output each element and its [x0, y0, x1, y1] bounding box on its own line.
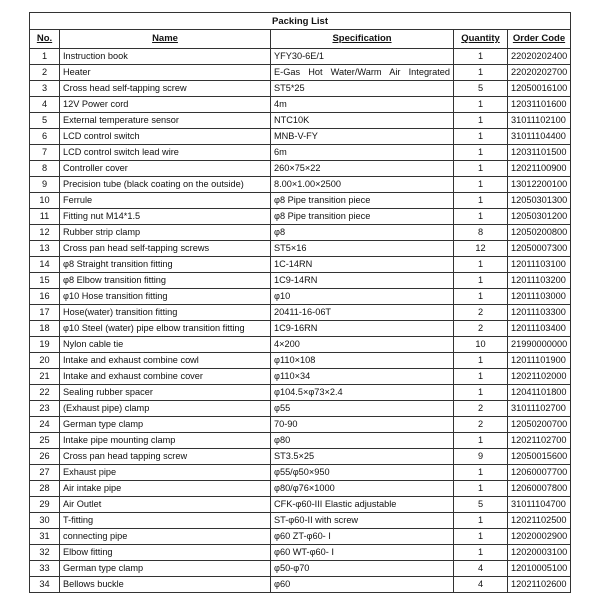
row-number: 19: [30, 337, 60, 353]
item-specification: φ60 WT-φ60- Ⅰ: [271, 545, 454, 561]
row-number: 2: [30, 65, 60, 81]
table-row: [30, 577, 571, 593]
item-name: φ8 Straight transition fitting: [60, 257, 271, 273]
item-name: Heater: [60, 65, 271, 81]
table-row: [30, 433, 571, 449]
item-specification: φ104.5×φ73×2.4: [271, 385, 454, 401]
table-row: [30, 193, 571, 209]
item-order-code: 12021102500: [508, 513, 571, 529]
row-number: 1: [30, 49, 60, 65]
item-order-code: 12011103200: [508, 273, 571, 289]
header-quantity: Quantity: [454, 30, 508, 49]
item-quantity: 1: [454, 465, 508, 481]
item-quantity: 1: [454, 385, 508, 401]
table-body: [30, 49, 571, 593]
header-name: Name: [60, 30, 271, 49]
item-quantity: 1: [454, 513, 508, 529]
table-row: [30, 481, 571, 497]
item-name: German type clamp: [60, 561, 271, 577]
item-quantity: 12: [454, 241, 508, 257]
row-number: 27: [30, 465, 60, 481]
row-number: 17: [30, 305, 60, 321]
item-name: LCD control switch: [60, 129, 271, 145]
item-order-code: 31011102700: [508, 401, 571, 417]
header-order-code: Order Code: [508, 30, 571, 49]
row-number: 10: [30, 193, 60, 209]
item-order-code: 12060007800: [508, 481, 571, 497]
table-row: [30, 241, 571, 257]
row-number: 9: [30, 177, 60, 193]
item-specification: YFY30-6E/1: [271, 49, 454, 65]
row-number: 30: [30, 513, 60, 529]
item-order-code: 12060007700: [508, 465, 571, 481]
item-quantity: 2: [454, 401, 508, 417]
item-order-code: 31011104400: [508, 129, 571, 145]
table-row: [30, 225, 571, 241]
item-order-code: 12011103000: [508, 289, 571, 305]
header-specification: Specification: [271, 30, 454, 49]
row-number: 28: [30, 481, 60, 497]
item-specification: ST5×16: [271, 241, 454, 257]
header-no: No.: [30, 30, 60, 49]
table-title: Packing List: [30, 13, 571, 30]
item-specification: φ10: [271, 289, 454, 305]
table-row: [30, 177, 571, 193]
item-name: Controller cover: [60, 161, 271, 177]
row-number: 22: [30, 385, 60, 401]
item-quantity: 9: [454, 449, 508, 465]
item-name: φ10 Hose transition fitting: [60, 289, 271, 305]
item-order-code: 12020003100: [508, 545, 571, 561]
item-quantity: 1: [454, 369, 508, 385]
table-row: [30, 545, 571, 561]
item-quantity: 4: [454, 577, 508, 593]
table-row: [30, 369, 571, 385]
item-order-code: 31011104700: [508, 497, 571, 513]
item-name: German type clamp: [60, 417, 271, 433]
item-specification: φ50-φ70: [271, 561, 454, 577]
item-quantity: 1: [454, 177, 508, 193]
table-row: [30, 209, 571, 225]
item-quantity: 1: [454, 65, 508, 81]
item-quantity: 1: [454, 49, 508, 65]
table-row: [30, 513, 571, 529]
row-number: 34: [30, 577, 60, 593]
item-name: Nylon cable tie: [60, 337, 271, 353]
item-name: Intake and exhaust combine cowl: [60, 353, 271, 369]
item-order-code: 12050200800: [508, 225, 571, 241]
item-quantity: 1: [454, 433, 508, 449]
item-quantity: 10: [454, 337, 508, 353]
item-order-code: 12011103300: [508, 305, 571, 321]
item-name: Cross pan head tapping screw: [60, 449, 271, 465]
item-quantity: 1: [454, 129, 508, 145]
table-row: [30, 465, 571, 481]
item-specification: φ80/φ76×1000: [271, 481, 454, 497]
item-order-code: 12050301300: [508, 193, 571, 209]
item-quantity: 1: [454, 273, 508, 289]
table-row: [30, 321, 571, 337]
item-name: LCD control switch lead wire: [60, 145, 271, 161]
item-specification: φ8 Pipe transition piece: [271, 209, 454, 225]
item-order-code: 12021102600: [508, 577, 571, 593]
item-quantity: 1: [454, 161, 508, 177]
item-name: Exhaust pipe: [60, 465, 271, 481]
row-number: 12: [30, 225, 60, 241]
packing-list-sheet: [29, 12, 570, 593]
item-specification: 1C9-16RN: [271, 321, 454, 337]
table-row: [30, 289, 571, 305]
item-specification: 260×75×22: [271, 161, 454, 177]
item-order-code: 12031101500: [508, 145, 571, 161]
row-number: 29: [30, 497, 60, 513]
item-name: (Exhaust pipe) clamp: [60, 401, 271, 417]
item-order-code: 12011101900: [508, 353, 571, 369]
item-name: T-fitting: [60, 513, 271, 529]
table-row: [30, 49, 571, 65]
item-specification: ST3.5×25: [271, 449, 454, 465]
item-order-code: 12050016100: [508, 81, 571, 97]
item-order-code: 12021100900: [508, 161, 571, 177]
item-specification: φ60 ZT-φ60- Ⅰ: [271, 529, 454, 545]
row-number: 33: [30, 561, 60, 577]
item-order-code: 12011103400: [508, 321, 571, 337]
item-quantity: 1: [454, 353, 508, 369]
item-name: Elbow fitting: [60, 545, 271, 561]
table-row: [30, 113, 571, 129]
item-order-code: 12021102000: [508, 369, 571, 385]
item-quantity: 1: [454, 529, 508, 545]
item-order-code: 12020002900: [508, 529, 571, 545]
row-number: 5: [30, 113, 60, 129]
row-number: 16: [30, 289, 60, 305]
item-specification: 6m: [271, 145, 454, 161]
item-name: connecting pipe: [60, 529, 271, 545]
item-order-code: 12050200700: [508, 417, 571, 433]
table-row: [30, 257, 571, 273]
item-specification: 8.00×1.00×2500: [271, 177, 454, 193]
item-name: Rubber strip clamp: [60, 225, 271, 241]
item-order-code: 12050015600: [508, 449, 571, 465]
row-number: 15: [30, 273, 60, 289]
item-specification: CFK-φ60-III Elastic adjustable: [271, 497, 454, 513]
item-quantity: 8: [454, 225, 508, 241]
header-row: [30, 30, 571, 49]
item-name: Air Outlet: [60, 497, 271, 513]
table-row: [30, 385, 571, 401]
row-number: 26: [30, 449, 60, 465]
item-specification: E-Gas Hot Water/Warm Air Integrated: [271, 65, 454, 81]
item-quantity: 5: [454, 497, 508, 513]
table-row: [30, 129, 571, 145]
table-row: [30, 529, 571, 545]
item-order-code: 12031101600: [508, 97, 571, 113]
item-name: Ferrule: [60, 193, 271, 209]
item-specification: ST-φ60-II with screw: [271, 513, 454, 529]
row-number: 24: [30, 417, 60, 433]
item-specification: 1C-14RN: [271, 257, 454, 273]
item-order-code: 13012200100: [508, 177, 571, 193]
item-name: Intake pipe mounting clamp: [60, 433, 271, 449]
row-number: 21: [30, 369, 60, 385]
table-row: [30, 97, 571, 113]
item-specification: φ110×108: [271, 353, 454, 369]
item-quantity: 5: [454, 81, 508, 97]
item-specification: φ110×34: [271, 369, 454, 385]
item-quantity: 1: [454, 145, 508, 161]
item-quantity: 1: [454, 97, 508, 113]
row-number: 7: [30, 145, 60, 161]
item-name: φ8 Elbow transition fitting: [60, 273, 271, 289]
item-specification: φ60: [271, 577, 454, 593]
row-number: 18: [30, 321, 60, 337]
item-name: Bellows buckle: [60, 577, 271, 593]
table-row: [30, 81, 571, 97]
packing-list-table: [29, 12, 571, 593]
table-title-row: [30, 13, 571, 30]
table-row: [30, 305, 571, 321]
item-name: External temperature sensor: [60, 113, 271, 129]
item-name: Cross head self-tapping screw: [60, 81, 271, 97]
table-row: [30, 561, 571, 577]
item-specification: 1C9-14RN: [271, 273, 454, 289]
row-number: 31: [30, 529, 60, 545]
item-order-code: 22020202400: [508, 49, 571, 65]
item-name: Fitting nut M14*1.5: [60, 209, 271, 225]
item-specification: MNB-V-FY: [271, 129, 454, 145]
item-specification: φ55: [271, 401, 454, 417]
row-number: 25: [30, 433, 60, 449]
row-number: 4: [30, 97, 60, 113]
item-specification: φ80: [271, 433, 454, 449]
row-number: 23: [30, 401, 60, 417]
item-order-code: 12021102700: [508, 433, 571, 449]
table-row: [30, 337, 571, 353]
item-name: Air intake pipe: [60, 481, 271, 497]
row-number: 32: [30, 545, 60, 561]
table-row: [30, 497, 571, 513]
item-quantity: 2: [454, 321, 508, 337]
item-specification: φ8 Pipe transition piece: [271, 193, 454, 209]
row-number: 8: [30, 161, 60, 177]
item-quantity: 1: [454, 257, 508, 273]
item-specification: ST5*25: [271, 81, 454, 97]
item-quantity: 2: [454, 305, 508, 321]
row-number: 11: [30, 209, 60, 225]
item-name: 12V Power cord: [60, 97, 271, 113]
item-specification: NTC10K: [271, 113, 454, 129]
table-row: [30, 273, 571, 289]
item-specification: φ8: [271, 225, 454, 241]
item-name: Instruction book: [60, 49, 271, 65]
item-quantity: 1: [454, 209, 508, 225]
item-order-code: 21990000000: [508, 337, 571, 353]
table-row: [30, 353, 571, 369]
row-number: 20: [30, 353, 60, 369]
table-row: [30, 65, 571, 81]
row-number: 14: [30, 257, 60, 273]
item-order-code: 12050301200: [508, 209, 571, 225]
row-number: 3: [30, 81, 60, 97]
item-order-code: 22020202700: [508, 65, 571, 81]
item-name: φ10 Steel (water) pipe elbow transition fitting: [60, 321, 271, 337]
row-number: 13: [30, 241, 60, 257]
item-quantity: 1: [454, 193, 508, 209]
item-specification: 4×200: [271, 337, 454, 353]
item-name: Hose(water) transition fitting: [60, 305, 271, 321]
item-specification: 20411-16-06T: [271, 305, 454, 321]
table-row: [30, 417, 571, 433]
item-order-code: 12010005100: [508, 561, 571, 577]
table-row: [30, 161, 571, 177]
item-order-code: 12011103100: [508, 257, 571, 273]
item-specification: 70-90: [271, 417, 454, 433]
table-row: [30, 401, 571, 417]
item-quantity: 1: [454, 545, 508, 561]
item-name: Sealing rubber spacer: [60, 385, 271, 401]
item-quantity: 4: [454, 561, 508, 577]
table-row: [30, 449, 571, 465]
item-specification: 4m: [271, 97, 454, 113]
item-order-code: 12041101800: [508, 385, 571, 401]
item-quantity: 1: [454, 481, 508, 497]
item-name: Intake and exhaust combine cover: [60, 369, 271, 385]
row-number: 6: [30, 129, 60, 145]
item-order-code: 12050007300: [508, 241, 571, 257]
item-quantity: 1: [454, 113, 508, 129]
item-quantity: 1: [454, 289, 508, 305]
item-name: Precision tube (black coating on the outside): [60, 177, 271, 193]
item-name: Cross pan head self-tapping screws: [60, 241, 271, 257]
item-specification: φ55/φ50×950: [271, 465, 454, 481]
item-order-code: 31011102100: [508, 113, 571, 129]
table-row: [30, 145, 571, 161]
item-quantity: 2: [454, 417, 508, 433]
